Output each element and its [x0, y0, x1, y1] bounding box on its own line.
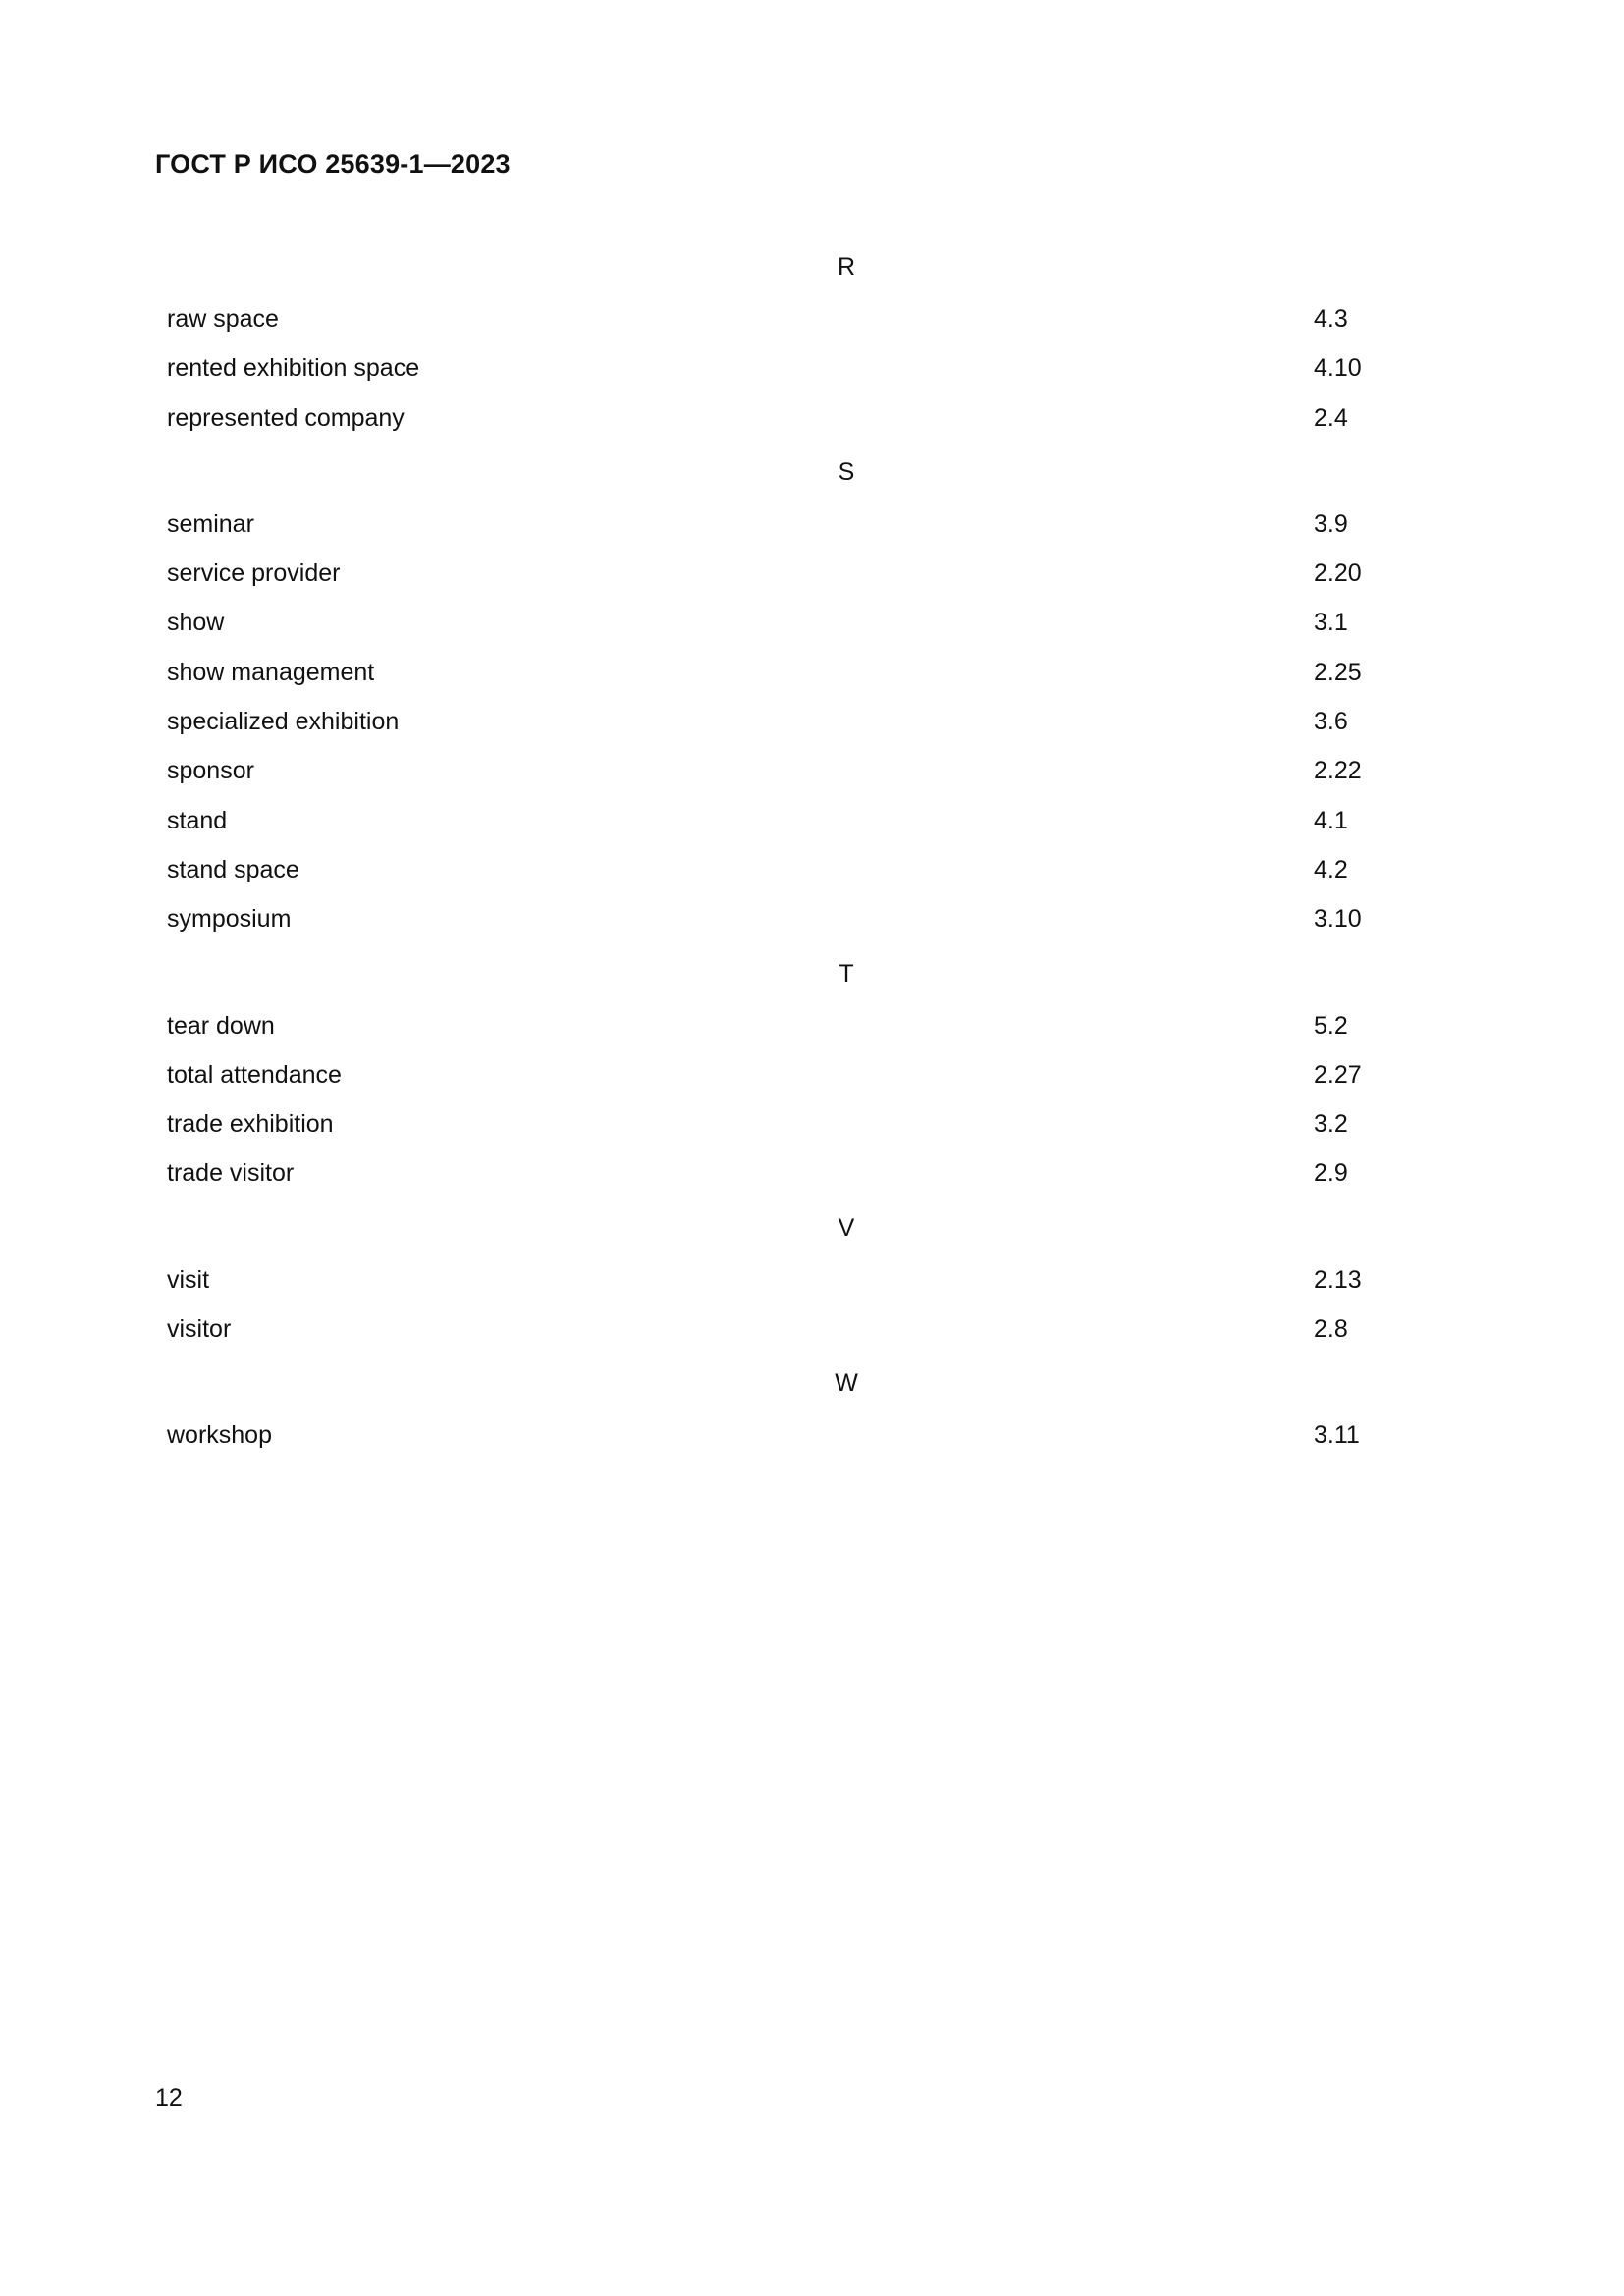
index-reference: 3.6 [1314, 708, 1348, 736]
index-reference: 2.13 [1314, 1265, 1362, 1294]
index-entry [155, 1263, 1373, 1312]
page-header: ГОСТ Р ИСО 25639-1—2023 [155, 149, 511, 179]
index-entry [155, 902, 1373, 951]
index-entry [155, 705, 1373, 754]
section-letter: S [838, 457, 855, 486]
index-entry [155, 606, 1373, 655]
index-term: stand [167, 806, 228, 834]
index-term: symposium [167, 905, 292, 934]
index-entry [155, 557, 1373, 606]
index-entry [155, 302, 1373, 351]
index-reference: 4.10 [1314, 354, 1362, 383]
index-entry [155, 1107, 1373, 1156]
index-reference: 4.1 [1314, 806, 1348, 834]
index-term: visitor [167, 1315, 232, 1344]
index-term: rented exhibition space [167, 354, 420, 383]
index-term: visit [167, 1265, 210, 1294]
index-entry [155, 401, 1373, 451]
index-reference: 5.2 [1314, 1011, 1348, 1040]
index-term: workshop [167, 1421, 272, 1450]
index-reference: 3.10 [1314, 905, 1362, 934]
index-entry [155, 1418, 1373, 1468]
index-reference: 3.9 [1314, 509, 1348, 538]
index-reference: 2.4 [1314, 403, 1348, 432]
index-term: stand space [167, 855, 299, 883]
index-section-w [155, 1362, 1373, 1468]
index-reference: 3.11 [1314, 1421, 1360, 1450]
index-entry [155, 804, 1373, 853]
index-reference: 2.22 [1314, 757, 1362, 785]
index-section-v [155, 1206, 1373, 1362]
index-entry [155, 853, 1373, 902]
index-term: represented company [167, 403, 405, 432]
index-term: seminar [167, 509, 254, 538]
index-term: tear down [167, 1011, 275, 1040]
page-number: 12 [155, 2084, 183, 2111]
index-reference: 4.2 [1314, 855, 1348, 883]
index-entry [155, 1312, 1373, 1362]
index-term: total attendance [167, 1060, 342, 1089]
index-term: service provider [167, 560, 341, 588]
index-reference: 3.1 [1314, 609, 1348, 637]
index-reference: 2.20 [1314, 560, 1362, 588]
index-reference: 2.25 [1314, 658, 1362, 686]
index-entry [155, 1058, 1373, 1107]
index-reference: 2.9 [1314, 1159, 1348, 1188]
index-term: trade visitor [167, 1159, 295, 1188]
index-section-r [155, 245, 1373, 451]
index-term: sponsor [167, 757, 254, 785]
index-section-t [155, 952, 1373, 1206]
index-reference: 3.2 [1314, 1110, 1348, 1139]
index-entry [155, 351, 1373, 400]
index-entry [155, 1009, 1373, 1058]
index-term: raw space [167, 305, 279, 333]
index-term: trade exhibition [167, 1110, 334, 1139]
section-letter: V [838, 1213, 855, 1242]
index-term: show management [167, 658, 375, 686]
index-term: specialized exhibition [167, 708, 400, 736]
section-letter: R [837, 253, 856, 281]
alphabetical-index [155, 245, 1373, 1468]
section-letter: T [839, 959, 854, 988]
index-entry [155, 656, 1373, 705]
index-reference: 2.27 [1314, 1060, 1362, 1089]
index-term: show [167, 609, 225, 637]
index-reference: 4.3 [1314, 305, 1348, 333]
section-letter: W [835, 1369, 858, 1398]
index-entry [155, 507, 1373, 557]
index-section-s [155, 451, 1373, 952]
index-entry [155, 754, 1373, 803]
index-reference: 2.8 [1314, 1315, 1348, 1344]
index-entry [155, 1156, 1373, 1205]
